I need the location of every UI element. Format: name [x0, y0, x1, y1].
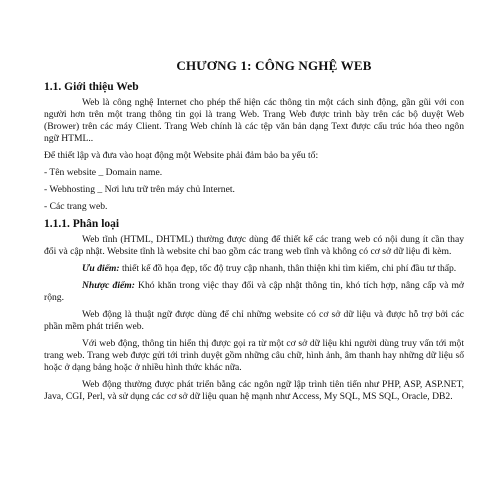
dynamic-web-technology-paragraph: Web động thường được phát triển bằng các ngôn ngữ lập trình tiên tiến như PHP, ASP, ASP.NET, Java, CGI, Perl, và sử dụng các cơ sở dữ liệu quan hệ mạnh như Access, My SQL, MS SQL, Oracle, DB2. — [44, 379, 464, 402]
dynamic-web-paragraph: Web động là thuật ngữ được dùng để chỉ những website có cơ sở dữ liệu và được hỗ trợ bởi các phần mềm phát triển web. — [44, 309, 464, 332]
disadvantage-label: Nhược điểm: — [82, 280, 135, 291]
advantage-paragraph — [44, 263, 464, 275]
website-requirements-intro: Để thiết lập và đưa vào hoạt động một Website phải đảm bảo ba yếu tố: — [44, 150, 319, 161]
dynamic-web-detail-paragraph: Với web động, thông tin hiển thị được gọi ra từ một cơ sở dữ liệu khi người dùng truy vấn tới một trang web. Trang web được gửi tới trình duyệt gồm những câu chữ, hình ảnh, âm thanh hay những dữ liệu số hoặc ở dạng bảng hoặc ở nhiều hình thức khác nữa. — [44, 338, 464, 373]
document-page — [44, 58, 464, 408]
advantage-text: thiết kế đồ họa đẹp, tốc độ truy cập nhanh, thân thiện khi tìm kiếm, chi phí đầu tư thấp. — [119, 263, 457, 274]
disadvantage-text: Khó khăn trong việc thay đổi và cập nhật thông tin, khó tích hợp, nâng cấp và mở rộng. — [44, 280, 464, 303]
advantage-label: Ưu điểm: — [82, 263, 120, 274]
web-intro-paragraph: Web là công nghệ Internet cho phép thể hiện các thông tin một cách sinh động, gần gũi với con người hơn trên một trang thông tin gọi là trang Web. Trang Web được trình bày trên các bộ duyệt Web (Brower) trên các máy Client. Trang Web chính là các tệp văn bản dạng Text được cấu trúc hóa theo ngôn ngữ HTML.. — [44, 97, 464, 144]
bullet-webhosting: - Webhosting _ Nơi lưu trữ trên máy chủ Internet. — [44, 184, 235, 195]
section-heading-1-1: 1.1. Giới thiệu Web — [44, 81, 139, 93]
bullet-web-pages: - Các trang web. — [44, 201, 108, 212]
disadvantage-paragraph — [44, 280, 464, 304]
section-heading-1-1-1: 1.1.1. Phân loại — [44, 218, 120, 230]
bullet-domain-name: - Tên website _ Domain name. — [44, 167, 163, 178]
chapter-title: CHƯƠNG 1: CÔNG NGHỆ WEB — [176, 58, 372, 73]
static-web-paragraph: Web tĩnh (HTML, DHTML) thường được dùng để thiết kế các trang web có nội dung ít cần thay đổi và cập nhật. Website tĩnh là website chỉ bao gồm các trang web tĩnh và không có cơ sở dữ liệu đi kèm. — [44, 234, 464, 257]
